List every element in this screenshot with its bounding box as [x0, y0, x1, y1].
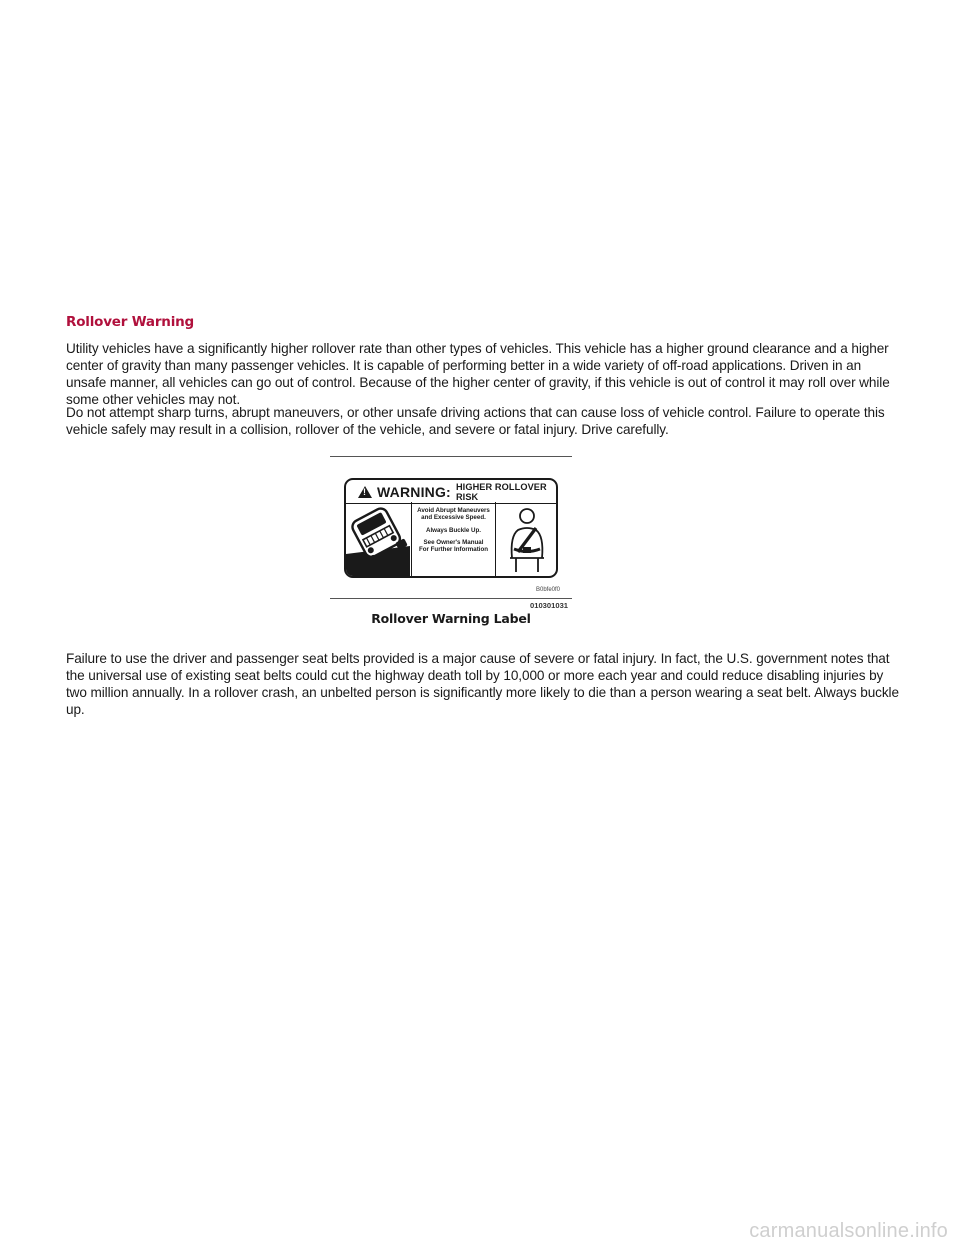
paragraph-rollover-rate: Utility vehicles have a significantly higher rollover rate than other types of vehicles. This vehicle has a higher ground clearance and a higher center of gravity than many passenger vehicles. It is capable of performing better in a wide variety of off-road applications. Driven in an unsafe manner, all vehicles can go out of control. Because of the higher center of gravity, if this vehicle is out of control it may roll over while some other vehicles may not.	[66, 341, 890, 407]
figure-top-rule	[330, 456, 572, 457]
label-header	[346, 480, 556, 504]
rollover-vehicle-icon	[346, 502, 412, 576]
paragraph-unsafe-driving: Do not attempt sharp turns, abrupt maneuvers, or other unsafe driving actions that can cause loss of vehicle control. Failure to operate this vehicle safely may result in a collision, rollover of the vehicle, and severe or fatal injury. Drive carefully.	[66, 405, 885, 437]
label-line-manual: See Owner's Manual	[423, 538, 484, 546]
site-watermark: carmanualsonline.info	[749, 1220, 948, 1242]
figure-art-code: B0bfe0f0	[536, 587, 561, 593]
paragraph-seat-belts: Failure to use the driver and passenger seat belts provided is a major cause of severe or fatal injury. In fact, the U.S. government notes that the universal use of existing seat belts could cut the highway death toll by 10,000 or more each year and could reduce disabling injuries by two million annually. In a rollover crash, an unbelted person is significantly more likely to die than a person wearing a seat belt. Always buckle up.	[66, 651, 899, 717]
rollover-warning-label	[344, 478, 558, 578]
label-warning-word: WARNING:	[377, 483, 451, 500]
label-instructions	[412, 502, 496, 576]
seatbelt-person-svg	[496, 502, 556, 576]
figure-bottom-rule	[330, 598, 572, 599]
figure-caption: Rollover Warning Label	[371, 611, 531, 626]
warning-triangle-icon	[358, 486, 372, 498]
label-line-info: For Further Information	[418, 546, 489, 554]
label-line-speed: and Excessive Speed.	[421, 514, 486, 522]
figure-number: 010301031	[530, 601, 569, 610]
label-line-buckle: Always Buckle Up.	[425, 526, 482, 534]
seatbelt-person-icon	[496, 502, 556, 576]
section-heading: Rollover Warning	[66, 314, 195, 330]
label-warning-subtitle: HIGHER ROLLOVER RISK	[455, 481, 547, 502]
rollover-vehicle-svg	[346, 502, 410, 576]
label-line-avoid: Avoid Abrupt Maneuvers	[417, 507, 490, 514]
